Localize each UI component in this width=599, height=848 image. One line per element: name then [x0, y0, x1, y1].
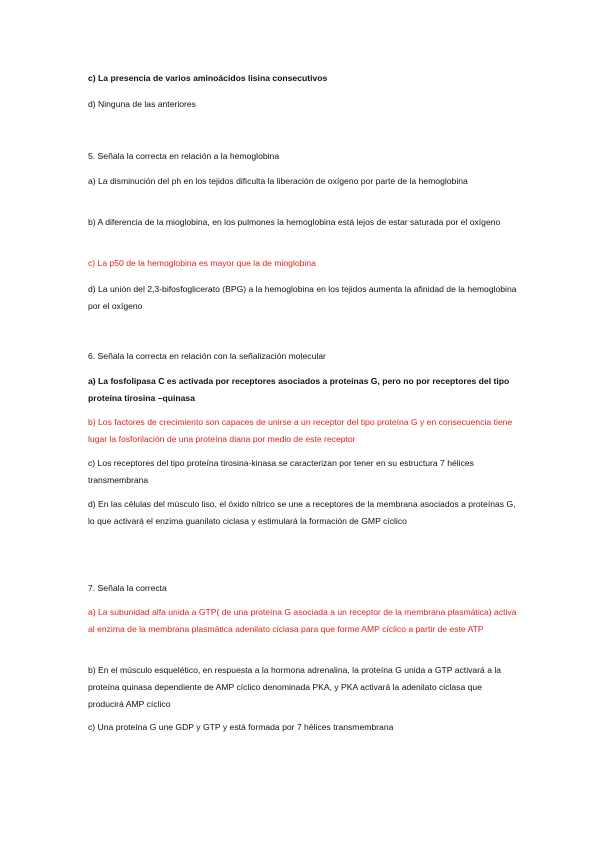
- q6-option-a: a) La fosfolipasa C es activada por receptores asociados a proteínas G, pero no por receptores del tipo proteína tirosina –quinasa: [88, 376, 510, 403]
- q5-option-b: b) A diferencia de la mioglobina, en los pulmones la hemoglobina está lejos de estar saturada por el oxígeno: [88, 217, 501, 227]
- q4-option-d: d) Ninguna de las anteriores: [88, 99, 196, 109]
- q5-title: 5. Señala la correcta en relación a la hemoglobina: [88, 151, 280, 161]
- q6-title: 6. Señala la correcta en relación con la señalización molecular: [88, 351, 326, 361]
- q5-option-c-correct: c) La p50 de la hemoglobina es mayor que la de mioglobina: [88, 258, 316, 268]
- q7-option-c: c) Una proteína G une GDP y GTP y está formada por 7 hélices transmembrana: [88, 722, 394, 732]
- q7-title: 7. Señala la correcta: [88, 583, 167, 593]
- q4-option-c: c) La presencia de varios aminoácidos lisina consecutivos: [88, 73, 328, 83]
- q5-option-d: d) La unión del 2,3-bifosfoglicerato (BPG) a la hemoglobina en los tejidos aumenta la afinidad de la hemoglobina por el oxígeno: [88, 284, 517, 311]
- q6-option-d: d) En las células del músculo liso, el óxido nítrico se une a receptores de la membrana asociados a proteínas G, lo que activará el enzima guanilato ciclasa y estimulará la formación de GMP cíclico: [88, 499, 516, 526]
- q6-option-c: c) Los receptores del tipo proteína tirosina-kinasa se caracterizan por tener en su estructura 7 hélices transmembrana: [88, 458, 474, 485]
- q7-option-b: b) En el músculo esquelético, en respuesta a la hormona adrenalina, la proteína G unida a GTP activará a la proteína quinasa dependiente de AMP cíclico denominada PKA, y PKA activará la adenilato ciclasa que producirá AMP cíclico: [88, 665, 502, 709]
- q6-option-b-correct: b) Los factores de crecimiento son capaces de unirse a un receptor del tipo proteína G y en consecuencia tiene lugar la fosforilación de una proteína diana por medio de este receptor: [88, 417, 513, 444]
- q5-option-a: a) La disminución del ph en los tejidos dificulta la liberación de oxígeno por parte de la hemoglobina: [88, 176, 468, 186]
- q7-option-a-correct: a) La subunidad alfa unida a GTP( de una proteína G asociada a un receptor de la membrana plasmática) activa al enzima de la membrana plasmática adenilato ciclasa para que forme AMP cíclico a partir de este ATP: [88, 607, 517, 634]
